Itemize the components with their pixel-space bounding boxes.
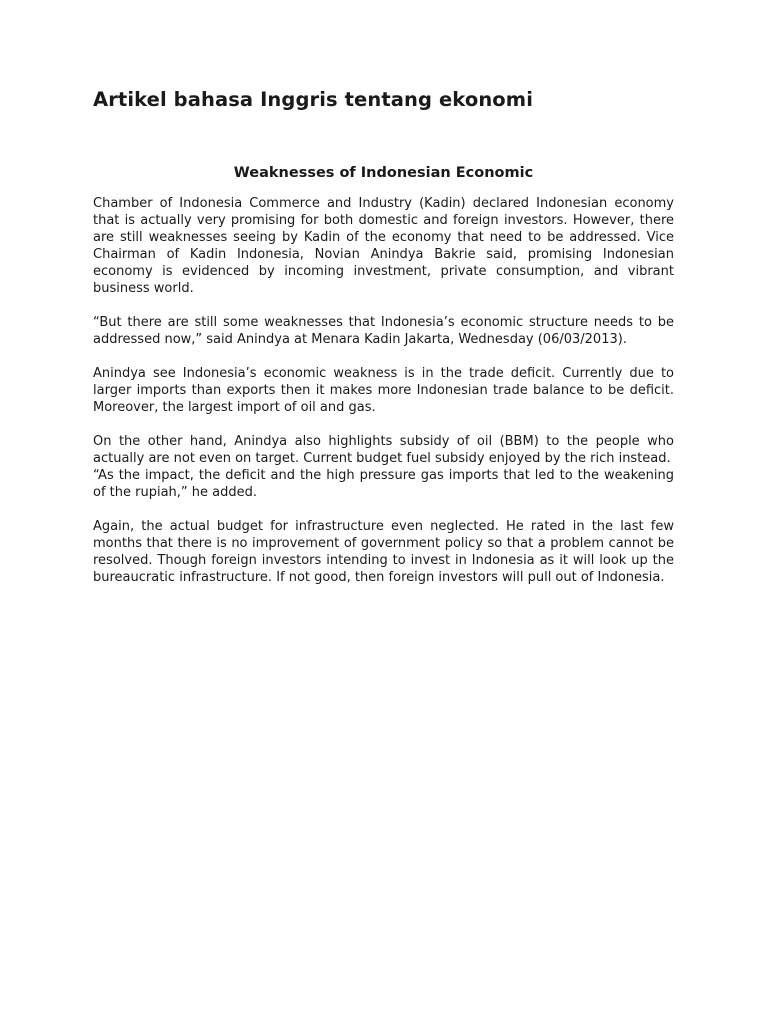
paragraph-impact-quote: “As the impact, the deficit and the high pressure gas imports that led to the weakening of the rupiah,” he added. <box>93 468 674 500</box>
paragraph-infrastructure: Again, the actual budget for infrastructure even neglected. He rated in the last few months that there is no improvement of government policy so that a problem cannot be resolved. Though foreign investors intending to invest in Indonesia as it will look up the bureaucratic infrastructure. If not good, then foreign investors will pull out of Indonesia. <box>93 519 674 585</box>
paragraph-intro: Chamber of Indonesia Commerce and Industry (Kadin) declared Indonesian economy that is actually very promising for both domestic and foreign investors. However, there are still weaknesses seeing by Kadin of the economy that need to be addressed. Vice Chairman of Kadin Indonesia, Novian Anindya Bakrie said, promising Indonesian economy is evidenced by incoming investment, private consumption, and vibrant business world. <box>93 196 674 296</box>
document-title: Artikel bahasa Inggris tentang ekonomi <box>93 88 534 111</box>
paragraph-trade-deficit: Anindya see Indonesia’s economic weakness is in the trade deficit. Currently due to larger imports than exports then it makes more Indonesian trade balance to be deficit. Moreover, the largest import of oil and gas. <box>93 366 674 415</box>
paragraph-fuel-subsidy: On the other hand, Anindya also highlights subsidy of oil (BBM) to the people who actually are not even on target. Current budget fuel subsidy enjoyed by the rich instead. <box>93 434 674 466</box>
article-heading: Weaknesses of Indonesian Economic <box>233 165 534 181</box>
document-page <box>93 86 674 603</box>
article-body <box>93 195 674 586</box>
paragraph-quote: “But there are still some weaknesses that Indonesia’s economic structure needs to be addressed now,” said Anindya at Menara Kadin Jakarta, Wednesday (06/03/2013). <box>93 315 674 347</box>
